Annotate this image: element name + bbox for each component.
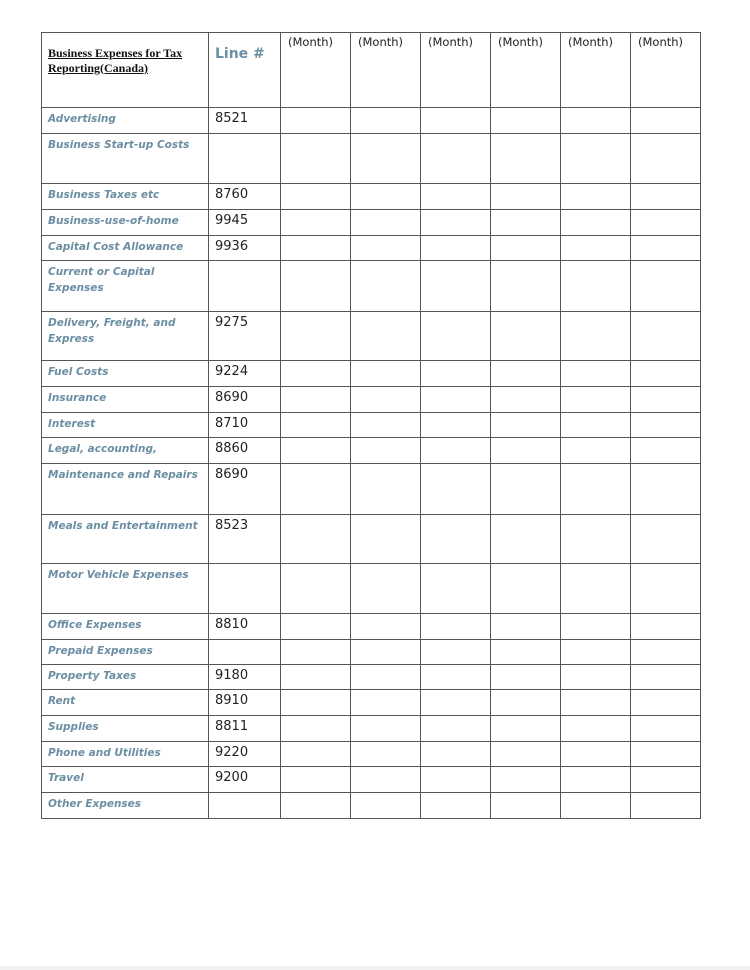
month-value-cell[interactable] (351, 614, 421, 640)
expense-category: Current or Capital Expenses (42, 261, 209, 312)
month-value-cell[interactable] (351, 210, 421, 236)
month-value-cell[interactable] (631, 640, 701, 665)
month-value-cell[interactable] (561, 515, 631, 564)
month-value-cell[interactable] (421, 387, 491, 413)
table-row (42, 134, 701, 184)
month-value-cell[interactable] (491, 361, 561, 387)
month-value-cell[interactable] (281, 690, 351, 716)
month-value-cell[interactable] (631, 767, 701, 793)
month-value-cell[interactable] (281, 665, 351, 690)
table-row (42, 564, 701, 614)
expense-category: Phone and Utilities (42, 742, 209, 767)
month-value-cell[interactable] (351, 387, 421, 413)
month-value-cell[interactable] (351, 640, 421, 665)
expense-category: Business Start-up Costs (42, 134, 209, 184)
month-value-cell[interactable] (421, 665, 491, 690)
month-value-cell[interactable] (421, 134, 491, 184)
month-value-cell[interactable] (281, 716, 351, 742)
expense-category: Meals and Entertainment (42, 515, 209, 564)
month-value-cell[interactable] (351, 742, 421, 767)
month-value-cell[interactable] (351, 261, 421, 312)
line-number: 8860 (209, 438, 281, 464)
month-value-cell[interactable] (351, 464, 421, 515)
table-row (42, 210, 701, 236)
month-value-cell[interactable] (421, 108, 491, 134)
month-value-cell[interactable] (421, 742, 491, 767)
month-value-cell[interactable] (491, 312, 561, 361)
month-value-cell[interactable] (281, 184, 351, 210)
month-value-cell[interactable] (351, 793, 421, 819)
month-value-cell[interactable] (281, 742, 351, 767)
month-value-cell[interactable] (561, 387, 631, 413)
line-number: 8710 (209, 413, 281, 438)
month-value-cell[interactable] (631, 438, 701, 464)
line-number: 9220 (209, 742, 281, 767)
month-value-cell[interactable] (561, 261, 631, 312)
line-number-header: Line # (209, 33, 281, 108)
month-header-4: (Month) (491, 33, 561, 108)
month-value-cell[interactable] (631, 108, 701, 134)
line-number (209, 564, 281, 614)
expense-category: Advertising (42, 108, 209, 134)
expense-category: Business Taxes etc (42, 184, 209, 210)
expense-category: Fuel Costs (42, 361, 209, 387)
month-value-cell[interactable] (351, 515, 421, 564)
month-value-cell[interactable] (281, 515, 351, 564)
month-value-cell[interactable] (281, 236, 351, 261)
month-header-1: (Month) (281, 33, 351, 108)
month-value-cell[interactable] (281, 614, 351, 640)
month-value-cell[interactable] (421, 564, 491, 614)
month-value-cell[interactable] (281, 210, 351, 236)
month-value-cell[interactable] (561, 690, 631, 716)
month-value-cell[interactable] (281, 640, 351, 665)
expense-category: Other Expenses (42, 793, 209, 819)
month-value-cell[interactable] (561, 767, 631, 793)
table-row (42, 184, 701, 210)
line-number: 8523 (209, 515, 281, 564)
month-value-cell[interactable] (491, 515, 561, 564)
expense-category: Office Expenses (42, 614, 209, 640)
month-value-cell[interactable] (421, 793, 491, 819)
month-value-cell[interactable] (351, 108, 421, 134)
month-value-cell[interactable] (561, 312, 631, 361)
line-number: 9945 (209, 210, 281, 236)
expense-category: Property Taxes (42, 665, 209, 690)
month-value-cell[interactable] (631, 312, 701, 361)
month-value-cell[interactable] (631, 387, 701, 413)
month-value-cell[interactable] (631, 614, 701, 640)
month-value-cell[interactable] (631, 210, 701, 236)
month-value-cell[interactable] (421, 640, 491, 665)
month-value-cell[interactable] (281, 464, 351, 515)
month-value-cell[interactable] (491, 134, 561, 184)
expense-category: Delivery, Freight, and Express (42, 312, 209, 361)
month-value-cell[interactable] (281, 564, 351, 614)
month-value-cell[interactable] (631, 690, 701, 716)
month-value-cell[interactable] (561, 184, 631, 210)
month-value-cell[interactable] (281, 438, 351, 464)
table-row (42, 312, 701, 361)
month-value-cell[interactable] (631, 515, 701, 564)
month-value-cell[interactable] (491, 665, 561, 690)
month-value-cell[interactable] (421, 236, 491, 261)
month-value-cell[interactable] (491, 413, 561, 438)
month-header-2: (Month) (351, 33, 421, 108)
line-number (209, 134, 281, 184)
month-value-cell[interactable] (631, 361, 701, 387)
line-number: 8910 (209, 690, 281, 716)
line-number (209, 640, 281, 665)
month-value-cell[interactable] (491, 464, 561, 515)
month-value-cell[interactable] (351, 716, 421, 742)
month-value-cell[interactable] (561, 742, 631, 767)
month-value-cell[interactable] (351, 438, 421, 464)
line-number: 9275 (209, 312, 281, 361)
month-value-cell[interactable] (491, 767, 561, 793)
business-expenses-table (41, 32, 701, 819)
month-value-cell[interactable] (351, 413, 421, 438)
table-row (42, 361, 701, 387)
expense-category: Travel (42, 767, 209, 793)
month-value-cell[interactable] (421, 767, 491, 793)
line-number: 8690 (209, 387, 281, 413)
expense-category: Motor Vehicle Expenses (42, 564, 209, 614)
month-value-cell[interactable] (421, 361, 491, 387)
line-number: 8690 (209, 464, 281, 515)
month-value-cell[interactable] (351, 361, 421, 387)
month-value-cell[interactable] (491, 236, 561, 261)
expense-category: Supplies (42, 716, 209, 742)
month-value-cell[interactable] (281, 793, 351, 819)
table-row (42, 614, 701, 640)
table-row (42, 665, 701, 690)
month-value-cell[interactable] (561, 464, 631, 515)
line-number (209, 261, 281, 312)
line-number: 8521 (209, 108, 281, 134)
month-value-cell[interactable] (351, 564, 421, 614)
table-row (42, 236, 701, 261)
month-value-cell[interactable] (631, 742, 701, 767)
month-value-cell[interactable] (561, 108, 631, 134)
month-value-cell[interactable] (561, 438, 631, 464)
month-value-cell[interactable] (491, 793, 561, 819)
month-value-cell[interactable] (631, 413, 701, 438)
month-value-cell[interactable] (281, 413, 351, 438)
month-value-cell[interactable] (281, 134, 351, 184)
month-value-cell[interactable] (561, 134, 631, 184)
table-row (42, 767, 701, 793)
month-value-cell[interactable] (491, 742, 561, 767)
month-value-cell[interactable] (491, 184, 561, 210)
month-value-cell[interactable] (421, 716, 491, 742)
month-value-cell[interactable] (421, 261, 491, 312)
table-row (42, 438, 701, 464)
month-value-cell[interactable] (351, 134, 421, 184)
table-title: Business Expenses for Tax Reporting(Canada) (42, 33, 209, 108)
month-value-cell[interactable] (491, 438, 561, 464)
month-value-cell[interactable] (491, 108, 561, 134)
line-number (209, 793, 281, 819)
month-value-cell[interactable] (281, 767, 351, 793)
expense-category: Rent (42, 690, 209, 716)
month-value-cell[interactable] (561, 564, 631, 614)
month-value-cell[interactable] (491, 210, 561, 236)
month-value-cell[interactable] (421, 312, 491, 361)
month-value-cell[interactable] (491, 640, 561, 665)
month-value-cell[interactable] (631, 564, 701, 614)
month-value-cell[interactable] (351, 767, 421, 793)
month-value-cell[interactable] (491, 261, 561, 312)
month-value-cell[interactable] (351, 665, 421, 690)
month-value-cell[interactable] (281, 108, 351, 134)
month-value-cell[interactable] (561, 716, 631, 742)
month-value-cell[interactable] (631, 134, 701, 184)
month-value-cell[interactable] (631, 464, 701, 515)
month-value-cell[interactable] (561, 793, 631, 819)
month-value-cell[interactable] (561, 665, 631, 690)
month-value-cell[interactable] (421, 210, 491, 236)
month-value-cell[interactable] (421, 614, 491, 640)
month-value-cell[interactable] (491, 690, 561, 716)
table-row (42, 515, 701, 564)
month-value-cell[interactable] (561, 361, 631, 387)
month-value-cell[interactable] (491, 564, 561, 614)
month-header-3: (Month) (421, 33, 491, 108)
table-row (42, 413, 701, 438)
table-row (42, 464, 701, 515)
line-number: 9180 (209, 665, 281, 690)
page-bottom-edge (0, 966, 750, 970)
header-row (42, 33, 701, 108)
month-value-cell[interactable] (281, 312, 351, 361)
table-row (42, 716, 701, 742)
table-row (42, 387, 701, 413)
month-value-cell[interactable] (421, 515, 491, 564)
month-value-cell[interactable] (491, 387, 561, 413)
month-value-cell[interactable] (421, 464, 491, 515)
line-number: 9224 (209, 361, 281, 387)
line-number: 9200 (209, 767, 281, 793)
month-value-cell[interactable] (561, 413, 631, 438)
month-value-cell[interactable] (561, 236, 631, 261)
month-value-cell[interactable] (561, 210, 631, 236)
table-row (42, 261, 701, 312)
month-value-cell[interactable] (631, 665, 701, 690)
expense-category: Interest (42, 413, 209, 438)
expense-category: Capital Cost Allowance (42, 236, 209, 261)
expense-category: Insurance (42, 387, 209, 413)
month-value-cell[interactable] (421, 184, 491, 210)
month-value-cell[interactable] (421, 413, 491, 438)
month-value-cell[interactable] (631, 716, 701, 742)
line-number: 8811 (209, 716, 281, 742)
month-value-cell[interactable] (421, 438, 491, 464)
month-header-5: (Month) (561, 33, 631, 108)
expense-category: Legal, accounting, (42, 438, 209, 464)
month-value-cell[interactable] (631, 184, 701, 210)
line-number: 9936 (209, 236, 281, 261)
month-value-cell[interactable] (281, 261, 351, 312)
table-row (42, 742, 701, 767)
expense-category: Prepaid Expenses (42, 640, 209, 665)
month-value-cell[interactable] (491, 614, 561, 640)
month-value-cell[interactable] (561, 640, 631, 665)
table-row (42, 640, 701, 665)
month-value-cell[interactable] (351, 236, 421, 261)
month-value-cell[interactable] (631, 793, 701, 819)
month-value-cell[interactable] (631, 261, 701, 312)
table-row (42, 690, 701, 716)
month-value-cell[interactable] (491, 716, 561, 742)
month-value-cell[interactable] (561, 614, 631, 640)
month-value-cell[interactable] (281, 361, 351, 387)
table-row (42, 793, 701, 819)
table-row (42, 108, 701, 134)
line-number: 8760 (209, 184, 281, 210)
expense-category: Maintenance and Repairs (42, 464, 209, 515)
month-value-cell[interactable] (351, 690, 421, 716)
month-value-cell[interactable] (631, 236, 701, 261)
month-value-cell[interactable] (281, 387, 351, 413)
line-number: 8810 (209, 614, 281, 640)
expense-category: Business-use-of-home (42, 210, 209, 236)
month-value-cell[interactable] (351, 184, 421, 210)
month-header-6: (Month) (631, 33, 701, 108)
month-value-cell[interactable] (421, 690, 491, 716)
month-value-cell[interactable] (351, 312, 421, 361)
